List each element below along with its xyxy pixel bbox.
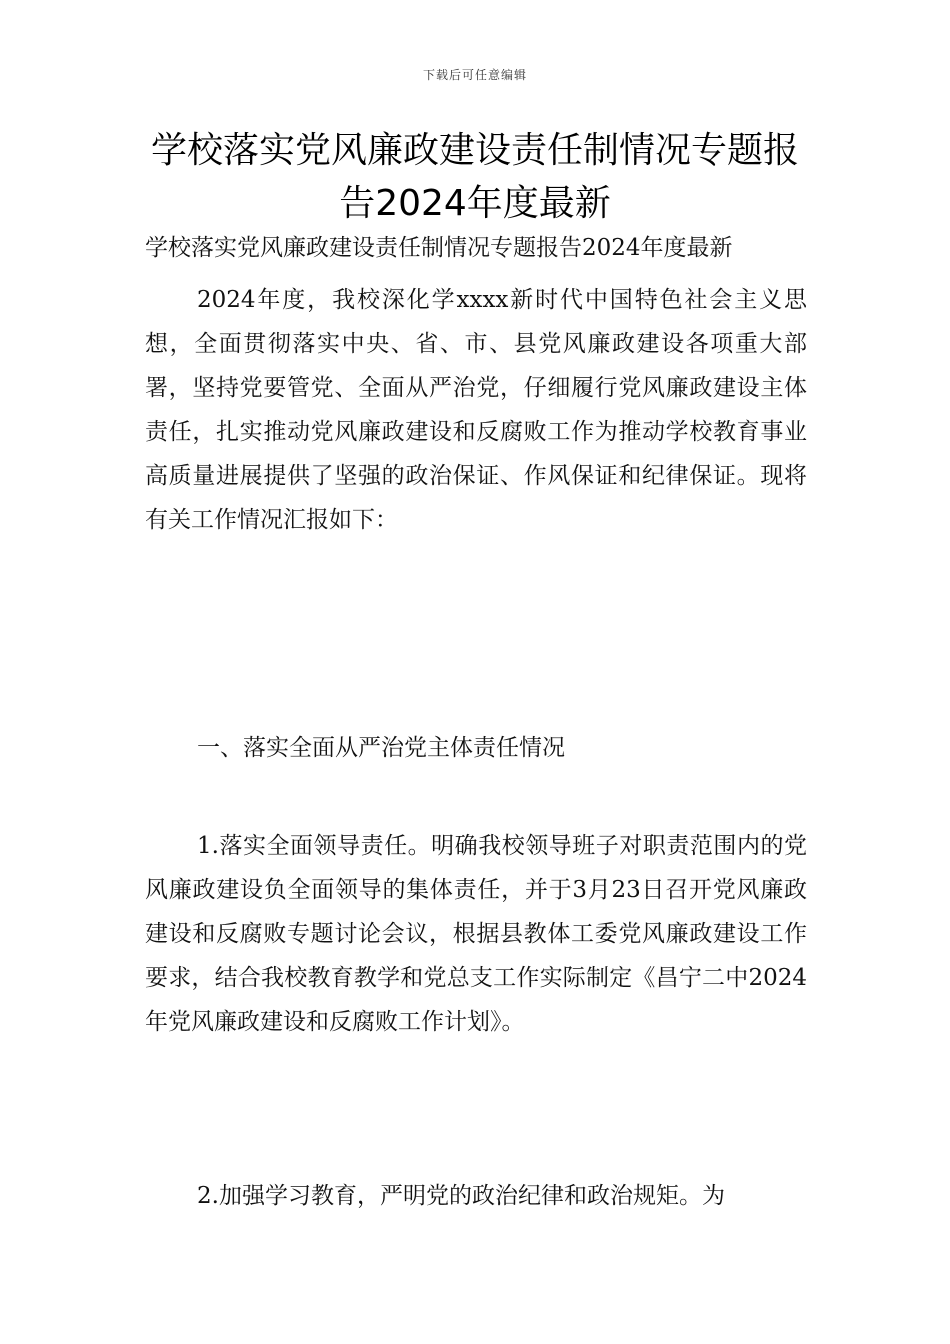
document-title: 学校落实党风廉政建设责任制情况专题报告2024年度最新 [150, 130, 799, 224]
intro-paragraph: 2024年度，我校深化学xxxx新时代中国特色社会主义思想，全面贯彻落实中央、省、市、县党风廉政建设各项重大部署，坚持党要管党、全面从严治党，仔细履行党风廉政建设主体责任，扎实推动党风廉政建设和反腐败工作为推动学校教育事业高质量进展提供了坚强的政治保证、作风保证和纪律保证。现将有关工作情况汇报如下： [145, 287, 807, 533]
document-subtitle: 学校落实党风廉政建设责任制情况专题报告2024年度最新 [145, 235, 733, 261]
item-1-paragraph: 1.落实全面领导责任。明确我校领导班子对职责范围内的党风廉政建设负全面领导的集体责任，并于3月23日召开党风廉政建设和反腐败专题讨论会议，根据县教体工委党风廉政建设工作要求，结合我校教育教学和党总支工作实际制定《昌宁二中2024年党风廉政建设和反腐败工作计划》。 [145, 833, 807, 1035]
item-2-paragraph: 2.加强学习教育，严明党的政治纪律和政治规矩。为 [197, 1183, 725, 1209]
header-note: 下载后可任意编辑 [422, 68, 527, 82]
section-1-heading: 一、落实全面从严治党主体责任情况 [197, 735, 565, 761]
